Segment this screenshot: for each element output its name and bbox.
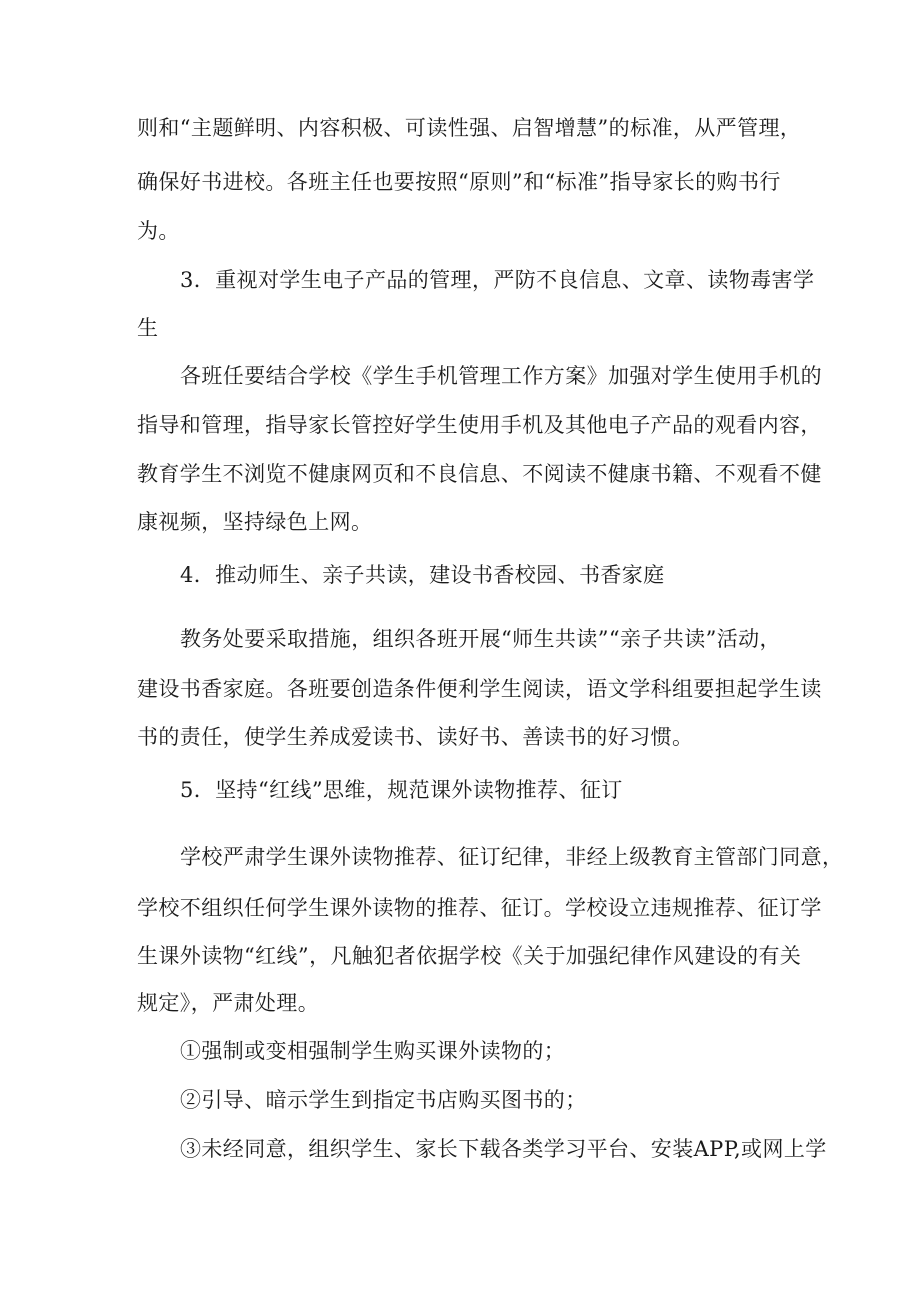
body-text-line: 规定》，严肃处理。 [137, 991, 320, 1015]
body-text-line: 则和“主题鲜明、内容积极、可读性强、启智增慧”的标准，从严管理， [137, 116, 802, 140]
body-text-line: 学校不组织任何学生课外读物的推荐、征订。学校设立违规推荐、征订学 [137, 896, 822, 920]
section-heading-3-continued: 生 [137, 316, 159, 340]
section-heading-4: 4．推动师生、亲子共读，建设书香校园、书香家庭 [180, 563, 665, 587]
body-text-line: 书的责任，使学生养成爱读书、读好书、善读书的好习惯。 [137, 725, 694, 749]
body-text-line: 各班任要结合学校《学生手机管理工作方案》加强对学生使用手机的 [180, 364, 822, 388]
list-item-1: ①强制或变相强制学生购买课外读物的； [180, 1039, 566, 1063]
body-text-line: 康视频，坚持绿色上网。 [137, 510, 373, 534]
section-heading-5: 5．坚持“红线”思维，规范课外读物推荐、征订 [180, 778, 623, 802]
section-heading-3: 3．重视对学生电子产品的管理，严防不良信息、文章、读物毒害学 [180, 268, 815, 292]
body-text-line: 确保好书进校。各班主任也要按照“原则”和“标准”指导家长的购书行 [137, 170, 781, 194]
list-item-2: ②引导、暗示学生到指定书店购买图书的； [180, 1088, 587, 1112]
body-text-line: 指导和管理，指导家长管控好学生使用手机及其他电子产品的观看内容， [137, 413, 822, 437]
body-text-line: 教育学生不浏览不健康网页和不良信息、不阅读不健康书籍、不观看不健 [137, 462, 822, 486]
body-text-line: 学校严肃学生课外读物推荐、征订纪律，非经上级教育主管部门同意， [180, 845, 844, 869]
body-text-line: 教务处要采取措施，组织各班开展“师生共读”“亲子共读”活动， [180, 627, 781, 651]
body-text-line: 为。 [137, 219, 180, 243]
body-text-line: 建设书香家庭。各班要创造条件便利学生阅读，语文学科组要担起学生读 [137, 677, 822, 701]
body-text-line: 生课外读物“红线”，凡触犯者依据学校《关于加强纪律作风建设的有关 [137, 944, 802, 968]
list-item-3: ③未经同意，组织学生、家长下载各类学习平台、安装APP,或网上学 [180, 1137, 827, 1161]
